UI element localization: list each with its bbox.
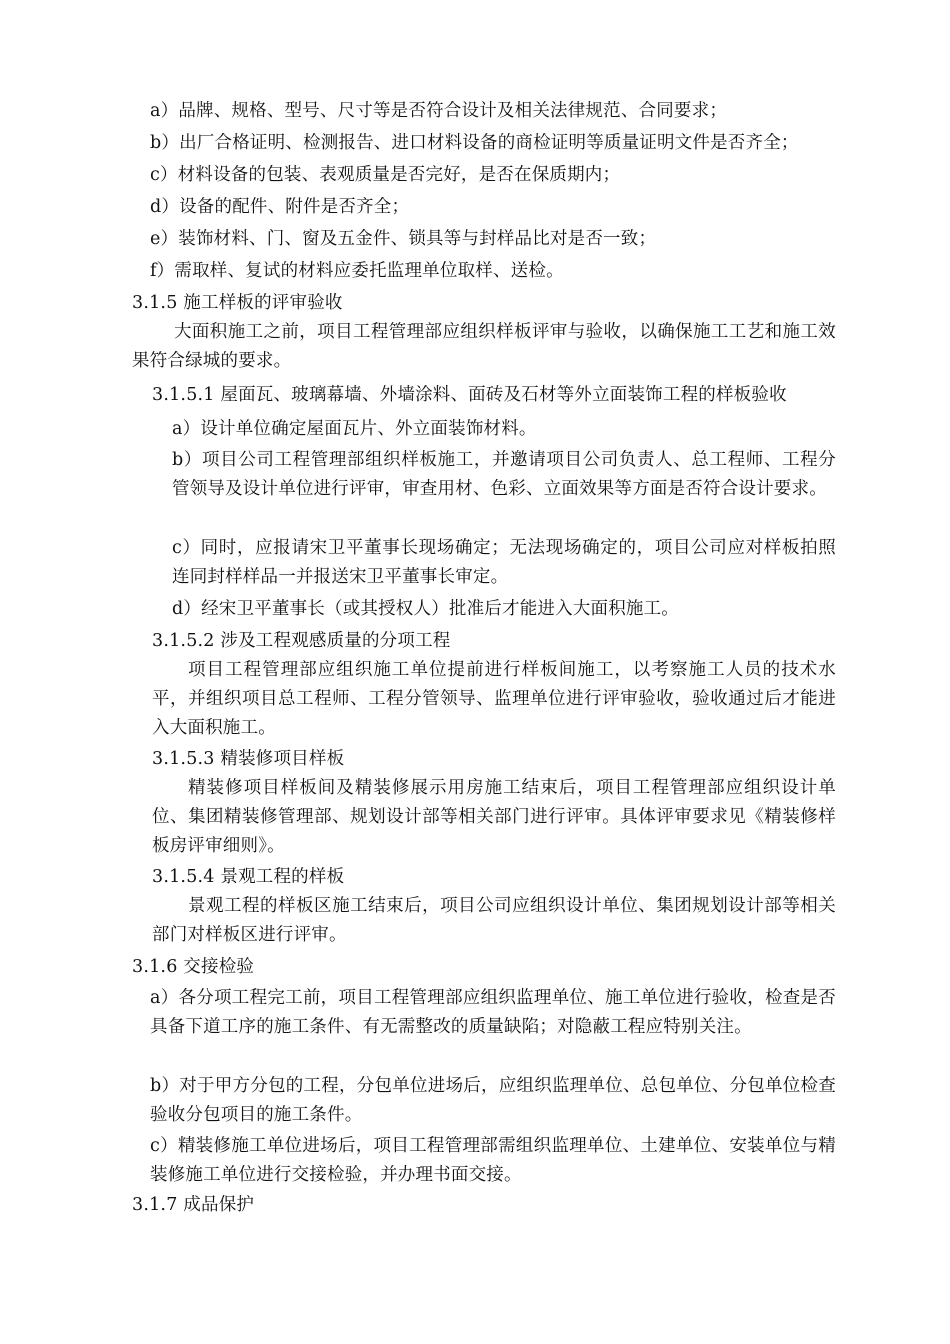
section-heading-3-1-5-1: 3.1.5.1 屋面瓦、玻璃幕墙、外墙涂料、面砖及石材等外立面装饰工程的样板验收 — [152, 385, 787, 405]
list-item-a: a）品牌、规格、型号、尺寸等是否符合设计及相关法律规范、合同要求； — [150, 101, 728, 121]
list-item-3-1-5-1-b: b）项目公司工程管理部组织样板施工，并邀请项目公司负责人、总工程师、工程分管领导及设计单位进行评审，审查用材、色彩、立面效果等方面是否符合设计要求。 — [172, 450, 836, 499]
list-item-3-1-5-1-a: a）设计单位确定屋面瓦片、外立面装饰材料。 — [172, 419, 537, 439]
list-item-f: f）需取样、复试的材料应委托监理单位取样、送检。 — [150, 261, 564, 281]
list-item-d: d）设备的配件、附件是否齐全； — [150, 197, 410, 217]
section-text-3-1-5-3: 精装修项目样板间及精装修展示用房施工结束后，项目工程管理部应组织设计单位、集团精装修管理部、规划设计部等相关部门进行评审。具体评审要求见《精装修样板房评审细则》。 — [152, 778, 836, 856]
list-item-3-1-5-1-d: d）经宋卫平董事长（或其授权人）批准后才能进入大面积施工。 — [172, 599, 680, 619]
section-heading-3-1-7: 3.1.7 成品保护 — [132, 1195, 255, 1215]
section-heading-3-1-5-3: 3.1.5.3 精装修项目样板 — [152, 749, 345, 769]
list-item-3-1-5-1-c: c）同时，应报请宋卫平董事长现场确定；无法现场确定的，项目公司应对样板拍照连同封样样品一并报送宋卫平董事长审定。 — [172, 538, 836, 587]
section-text-3-1-5-2: 项目工程管理部应组织施工单位提前进行样板间施工，以考察施工人员的技术水平，并组织项目总工程师、工程分管领导、监理单位进行评审验收，验收通过后才能进入大面积施工。 — [152, 660, 836, 738]
section-heading-3-1-5-4: 3.1.5.4 景观工程的样板 — [152, 867, 345, 887]
list-item-3-1-6-c: c）精装修施工单位进场后，项目工程管理部需组织监理单位、土建单位、安装单位与精装修施工单位进行交接检验，并办理书面交接。 — [150, 1136, 836, 1185]
list-item-3-1-6-b: b）对于甲方分包的工程，分包单位进场后，应组织监理单位、总包单位、分包单位检查验收分包项目的施工条件。 — [150, 1076, 836, 1125]
list-item-b: b）出厂合格证明、检测报告、进口材料设备的商检证明等质量证明文件是否齐全； — [150, 133, 799, 153]
list-item-3-1-6-a: a）各分项工程完工前，项目工程管理部应组织监理单位、施工单位进行验收，检查是否具备下道工序的施工条件、有无需整改的质量缺陷；对隐蔽工程应特别关注。 — [150, 988, 836, 1037]
list-item-e: e）装饰材料、门、窗及五金件、锁具等与封样品比对是否一致； — [150, 229, 657, 249]
section-heading-3-1-5-2: 3.1.5.2 涉及工程观感质量的分项工程 — [152, 631, 451, 651]
list-item-c: c）材料设备的包装、表观质量是否完好，是否在保质期内； — [150, 165, 621, 185]
section-heading-3-1-6: 3.1.6 交接检验 — [132, 957, 255, 977]
section-text-3-1-5-4: 景观工程的样板区施工结束后，项目公司应组织设计单位、集团规划设计部等相关部门对样板区进行评审。 — [152, 896, 836, 945]
section-intro-3-1-5: 大面积施工之前，项目工程管理部应组织样板评审与验收，以确保施工工艺和施工效果符合绿城的要求。 — [132, 322, 836, 371]
section-heading-3-1-5: 3.1.5 施工样板的评审验收 — [132, 293, 343, 313]
